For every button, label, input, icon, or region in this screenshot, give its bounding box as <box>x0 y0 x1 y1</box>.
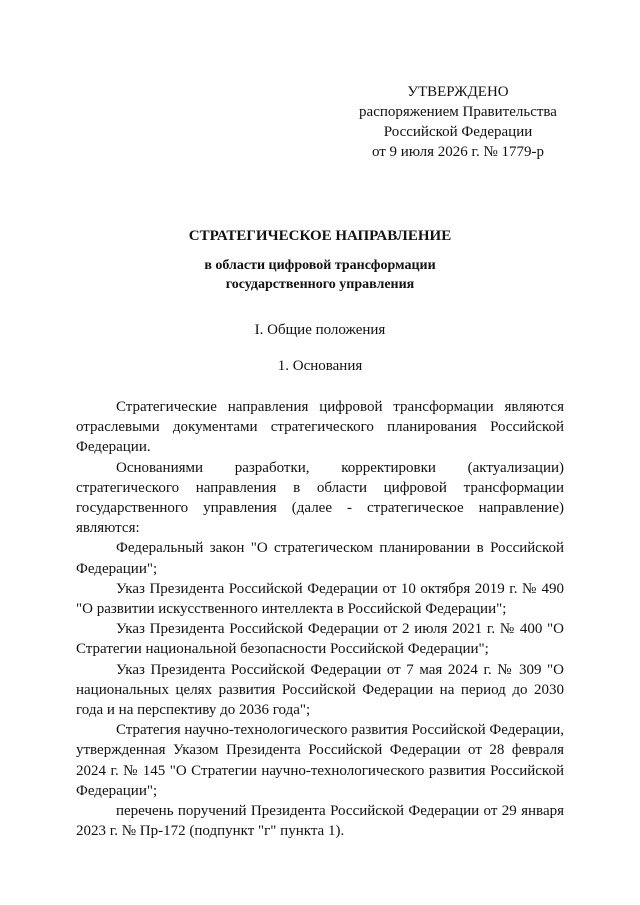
title-main: СТРАТЕГИЧЕСКОЕ НАПРАВЛЕНИЕ <box>188 228 452 244</box>
paragraph: Указ Президента Российской Федерации от 10 октября 2019 г. № 490 "О развитии искусственного интеллекта в Российской Федерации"; <box>76 580 564 618</box>
chapter-heading: I. Общие положения <box>254 322 386 338</box>
paragraph: перечень поручений Президента Российской Федерации от 29 января 2023 г. № Пр-172 (подпункт "г" пункта 1). <box>76 803 564 840</box>
approval-heading: УТВЕРЖДЕНО <box>407 84 509 100</box>
document-title <box>72 226 568 294</box>
approval-stamp <box>340 82 576 162</box>
title-subtitle-line2: государственного управления <box>225 277 415 292</box>
paragraph: Стратегические направления цифровой трансформации являются отраслевыми документами стратегического планирования Российской Федерации. <box>76 399 564 456</box>
title-subtitle-line1: в области цифровой трансформации <box>204 258 436 273</box>
paragraph: Основаниями разработки, корректировки (актуализации) стратегического направления в области цифровой трансформации государственного управления (далее - стратегическое направление) являются: <box>76 459 564 537</box>
document-body <box>76 397 564 841</box>
paragraph: Указ Президента Российской Федерации от 2 июля 2021 г. № 400 "О Стратегии национальной безопасности Российской Федерации"; <box>76 621 564 658</box>
paragraph: Федеральный закон "О стратегическом планировании в Российской Федерации"; <box>76 540 564 577</box>
subsection-heading: 1. Основания <box>277 358 363 374</box>
paragraph: Указ Президента Российской Федерации от 7 мая 2024 г. № 309 "О национальных целях развития Российской Федерации на период до 2030 года и на перспективу до 2036 года"; <box>76 661 564 719</box>
approval-line-date-number: от 9 июля 2026 г. № 1779-р <box>371 144 545 160</box>
approval-line-government: Российской Федерации <box>383 124 533 140</box>
paragraph: Стратегия научно-технологического развития Российской Федерации, утвержденная Указом Президента Российской Федерации от 28 февраля 2024 г. № 145 "О Стратегии научно-технологического развития Российской Федерации"; <box>76 722 564 799</box>
approval-line-decree: распоряжением Правительства <box>359 104 557 120</box>
